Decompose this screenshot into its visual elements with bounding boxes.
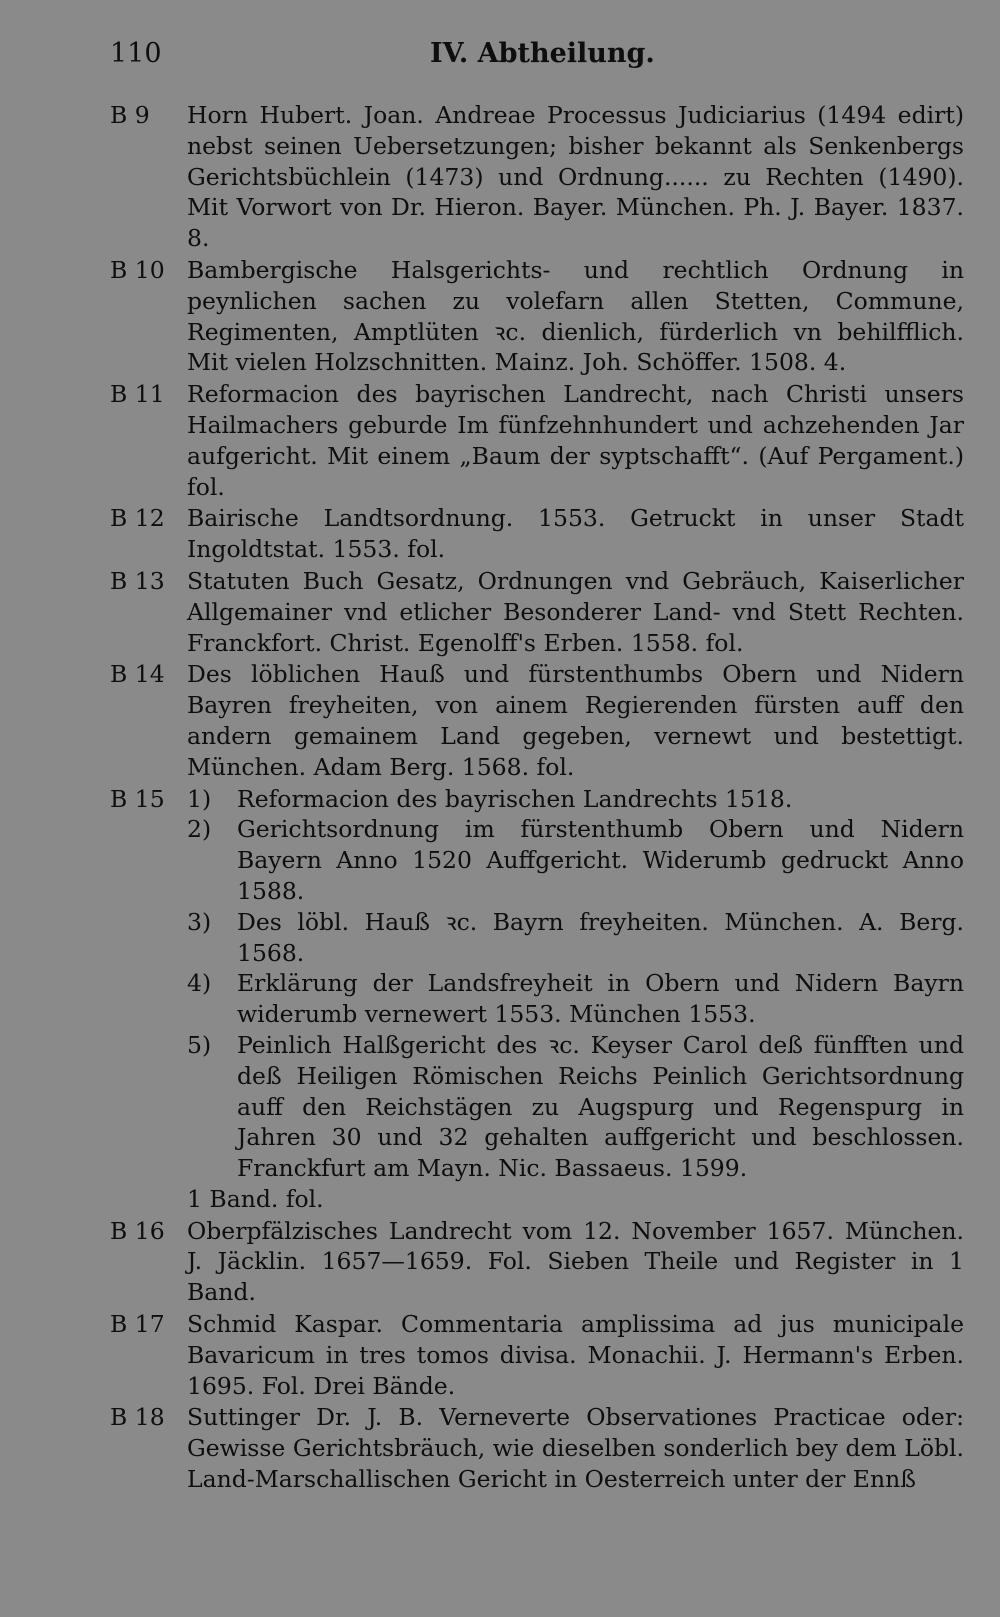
catalog-entry-b9 bbox=[0, 100, 1000, 254]
entry-text: Bambergische Halsgerichts- und rechtlich Ordnung in peynlichen sachen zu volefarn allen Stetten, Commune, Regimenten, Amptlüten ꝛc. dienlich, fürderlich vn behilfflich. Mit vielen Holzschnitten. Mainz. Joh. Schöffer. 1508. 4. bbox=[187, 255, 964, 377]
entry-text: Des löblichen Hauß und fürstenthumbs Obern und Nidern Bayren freyheiten, von ainem Regierenden fürsten auff den andern gemainem Land gegeben, vernewt und bestettigt. München. Adam Berg. 1568. fol. bbox=[187, 660, 964, 781]
sub-item-text: Des löbl. Hauß ꝛc. Bayrn freyheiten. München. A. Berg. 1568. bbox=[237, 907, 964, 967]
sub-item-number: 2) bbox=[187, 815, 212, 844]
catalog-entries bbox=[0, 100, 1000, 1496]
entry-text: Bairische Landtsordnung. 1553. Getruckt in unser Stadt Ingoldtstat. 1553. fol. bbox=[187, 504, 964, 564]
entry-tail: 1 Band. fol. bbox=[187, 1184, 324, 1213]
entry-code: B 11 bbox=[110, 380, 165, 409]
sub-item-text: Reformacion des bayrischen Landrechts 1518. bbox=[237, 784, 793, 813]
entry-code: B 13 bbox=[110, 566, 165, 595]
catalog-entry-b13 bbox=[0, 566, 1000, 658]
page-number: 110 bbox=[110, 38, 162, 69]
entry-text: Statuten Buch Gesatz, Ordnungen vnd Gebräuch, Kaiserlicher Allgemainer vnd etlicher Besonderer Land- vnd Stett Rechten. Franckfort. Christ. Egenolff's Erben. 1558. fol. bbox=[187, 566, 964, 657]
catalog-entry-b18 bbox=[0, 1402, 1000, 1494]
entry-text: Horn Hubert. Joan. Andreae Processus Judiciarius (1494 edirt) nebst seinen Uebersetzungen; bisher bekannt als Senkenbergs Gerichtsbüchlein (1473) und Ordnung...... zu Rechten (1490). Mit Vorwort von Dr. Hieron. Bayer. München. Ph. J. Bayer. 1837. 8. bbox=[187, 101, 964, 253]
entry-text: Reformacion des bayrischen Landrecht, nach Christi unsers Hailmachers geburde Im fünfzehnhundert und achzehenden Jar aufgericht. Mit einem „Baum der syptschafft“. (Auf Pergament.) fol. bbox=[187, 380, 964, 501]
entry-code: B 14 bbox=[110, 660, 165, 689]
catalog-entry-b15 bbox=[0, 784, 1000, 1215]
sub-item-text: Erklärung der Landsfreyheit in Obern und Nidern Bayrn widerumb vernewert 1553. München 1553. bbox=[237, 969, 964, 1029]
entry-code: B 16 bbox=[110, 1216, 165, 1245]
sub-item-number: 5) bbox=[187, 1030, 212, 1059]
catalog-entry-b12 bbox=[0, 503, 1000, 565]
entry-text: Schmid Kaspar. Commentaria amplissima ad jus municipale Bavaricum in tres tomos divisa. Monachii. J. Hermann's Erben. 1695. Fol. Drei Bände. bbox=[187, 1310, 964, 1400]
catalog-entry-b14 bbox=[0, 659, 1000, 782]
catalog-entry-b17 bbox=[0, 1309, 1000, 1401]
sub-item bbox=[0, 968, 1000, 1030]
entry-code: B 17 bbox=[110, 1310, 165, 1339]
entry-text: Oberpfälzisches Landrecht vom 12. November 1657. München. J. Jäcklin. 1657—1659. Fol. Sieben Theile und Register in 1 Band. bbox=[187, 1216, 964, 1307]
sub-item-number: 4) bbox=[187, 969, 212, 998]
entry-text: Suttinger Dr. J. B. Verneverte Observationes Practicae oder: Gewisse Gerichtsbräuch, wie dieselben sonderlich bey dem Löbl. Land-Marschallischen Gericht in Oesterreich unter der Ennß bbox=[187, 1403, 964, 1494]
sub-item bbox=[0, 1030, 1000, 1184]
entry-code: B 18 bbox=[110, 1403, 165, 1432]
entry-code: B 15 bbox=[110, 784, 165, 813]
running-head: IV. Abtheilung. bbox=[430, 38, 655, 69]
sub-item bbox=[0, 784, 1000, 815]
entry-code: B 9 bbox=[110, 101, 150, 129]
sub-item-number: 3) bbox=[187, 907, 212, 936]
sub-item-text: Peinlich Halßgericht des ꝛc. Keyser Carol deß fünfften und deß Heiligen Römischen Reichs Peinlich Gerichtsordnung auff den Reichstägen zu Augspurg und Regenspurg in Jahren 30 und 32 gehalten auffgericht und beschlossen. Franckfurt am Mayn. Nic. Bassaeus. 1599. bbox=[237, 1030, 964, 1183]
catalog-entry-b11 bbox=[0, 379, 1000, 502]
catalog-entry-b10 bbox=[0, 255, 1000, 378]
sub-item bbox=[0, 814, 1000, 906]
sub-item-number: 1) bbox=[187, 784, 212, 813]
sub-item-text: Gerichtsordnung im fürstenthumb Obern und Nidern Bayern Anno 1520 Auffgericht. Widerumb gedruckt Anno 1588. bbox=[237, 815, 964, 905]
sub-item bbox=[0, 907, 1000, 969]
entry-code: B 12 bbox=[110, 504, 165, 533]
entry-code: B 10 bbox=[110, 255, 165, 284]
catalog-entry-b16 bbox=[0, 1216, 1000, 1308]
page-header bbox=[110, 38, 968, 78]
